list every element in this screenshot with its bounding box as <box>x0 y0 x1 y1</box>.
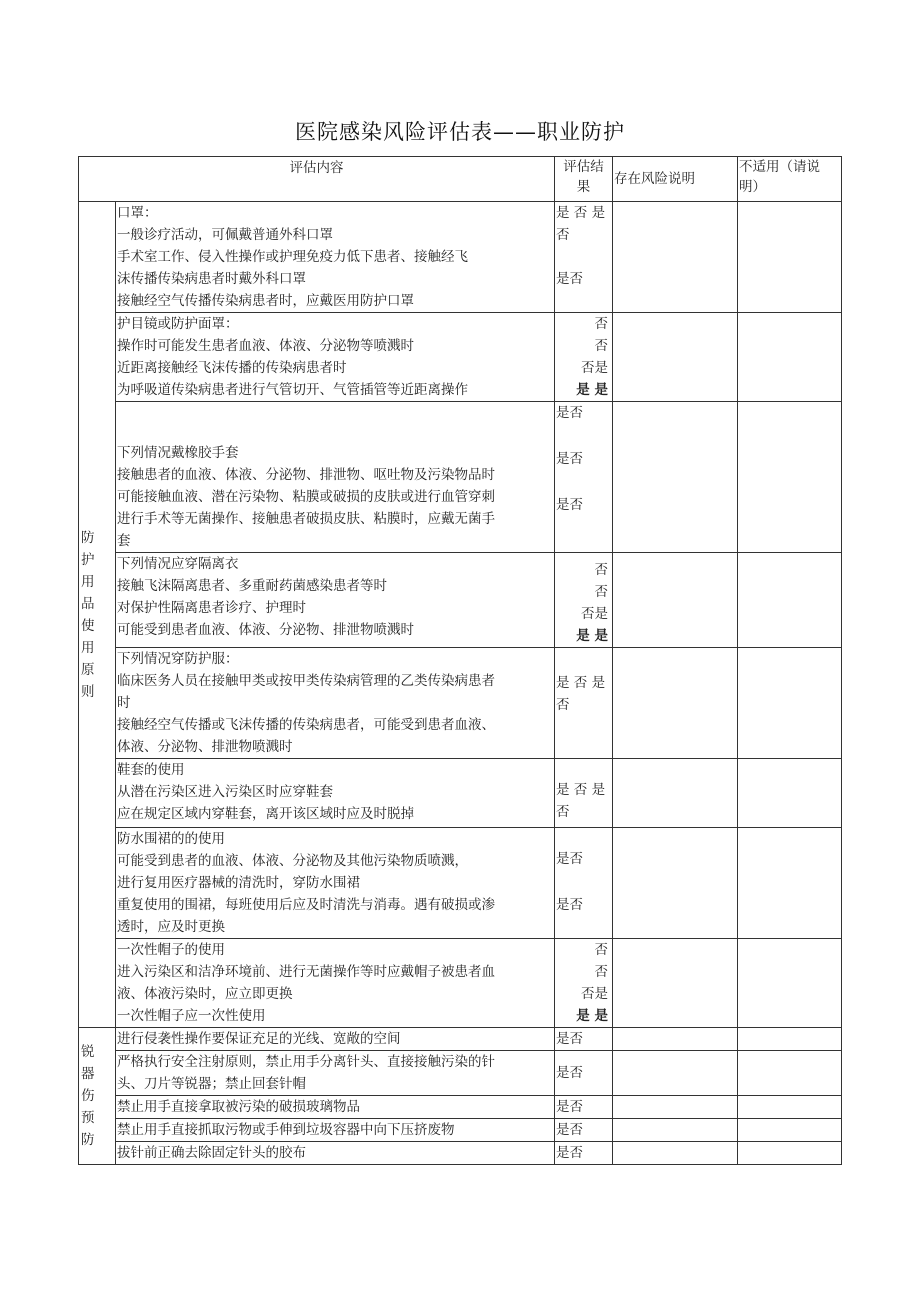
row-result: 是 否 是 否 是否 <box>555 202 613 313</box>
page-title: 医院感染风险评估表——职业防护 <box>295 120 625 144</box>
not-applicable-cell[interactable] <box>738 553 842 648</box>
not-applicable-cell[interactable] <box>738 828 842 939</box>
not-applicable-cell[interactable] <box>738 1142 842 1165</box>
risk-note-cell[interactable] <box>613 648 738 759</box>
row-content: 下列情况戴橡胶手套 接触患者的血液、体液、分泌物、排泄物、呕吐物及污染物品时 可能接触血液、潜在污染物、粘膜或破损的皮肤或进行血管穿刺 进行手术等无菌操作、接触患者破损皮肤、粘膜时，应戴无菌手 套 <box>116 402 555 553</box>
table-row <box>79 1119 842 1142</box>
table-row <box>79 1051 842 1096</box>
row-result: 否 否 否是 是 是 <box>555 313 613 402</box>
row-result: 是否 <box>555 1028 613 1051</box>
row-result: 是否 是否 是否 <box>555 402 613 553</box>
not-applicable-cell[interactable] <box>738 313 842 402</box>
risk-note-cell[interactable] <box>613 313 738 402</box>
row-content: 禁止用手直接抓取污物或手伸到垃圾容器中向下压挤废物 <box>116 1119 555 1142</box>
risk-note-cell[interactable] <box>613 553 738 648</box>
risk-note-cell[interactable] <box>613 402 738 553</box>
category-sharps: 锐器伤预防 <box>79 1028 116 1165</box>
not-applicable-cell[interactable] <box>738 648 842 759</box>
row-result: 是否 <box>555 1142 613 1165</box>
table-row <box>79 939 842 1028</box>
not-applicable-cell[interactable] <box>738 402 842 553</box>
table-row <box>79 202 842 313</box>
row-content: 严格执行安全注射原则，禁止用手分离针头、直接接触污染的针 头、刀片等锐器；禁止回套针帽 <box>116 1051 555 1096</box>
risk-note-cell[interactable] <box>613 939 738 1028</box>
header-result: 评估结 果 <box>555 157 613 202</box>
row-result: 否 否 否是 是 是 <box>555 553 613 648</box>
not-applicable-cell[interactable] <box>738 1096 842 1119</box>
risk-note-cell[interactable] <box>613 1142 738 1165</box>
risk-note-cell[interactable] <box>613 759 738 828</box>
risk-note-cell[interactable] <box>613 1051 738 1096</box>
not-applicable-cell[interactable] <box>738 1051 842 1096</box>
row-content: 鞋套的使用 从潜在污染区进入污染区时应穿鞋套 应在规定区域内穿鞋套，离开该区域时应及时脱掉 <box>116 759 555 828</box>
table-row <box>79 828 842 939</box>
not-applicable-cell[interactable] <box>738 939 842 1028</box>
row-result: 是否 是否 <box>555 828 613 939</box>
table-row <box>79 313 842 402</box>
row-result: 是否 <box>555 1119 613 1142</box>
not-applicable-cell[interactable] <box>738 759 842 828</box>
table-row <box>79 1142 842 1165</box>
header-content: 评估内容 <box>79 157 555 202</box>
row-content: 拔针前正确去除固定针头的胶布 <box>116 1142 555 1165</box>
table-row <box>79 553 842 648</box>
category-ppe: 防护用品使用原则 <box>79 202 116 1028</box>
row-content: 下列情况穿防护服： 临床医务人员在接触甲类或按甲类传染病管理的乙类传染病患者 时 接触经空气传播或飞沫传播的传染病患者，可能受到患者血液、 体液、分泌物、排泄物喷溅时 <box>116 648 555 759</box>
table-row <box>79 1028 842 1051</box>
row-result: 是否 <box>555 1051 613 1096</box>
risk-note-cell[interactable] <box>613 828 738 939</box>
table-row <box>79 1096 842 1119</box>
table-row <box>79 759 842 828</box>
row-content: 进行侵袭性操作要保证充足的光线、宽敞的空间 <box>116 1028 555 1051</box>
table-row <box>79 648 842 759</box>
risk-note-cell[interactable] <box>613 202 738 313</box>
risk-note-cell[interactable] <box>613 1028 738 1051</box>
table-header-row <box>79 157 842 202</box>
risk-note-cell[interactable] <box>613 1096 738 1119</box>
row-content: 禁止用手直接拿取被污染的破损玻璃物品 <box>116 1096 555 1119</box>
header-not-applicable: 不适用（请说 明） <box>738 157 842 202</box>
header-risk-note: 存在风险说明 <box>613 157 738 202</box>
not-applicable-cell[interactable] <box>738 202 842 313</box>
row-content: 防水围裙的的使用 可能受到患者的血液、体液、分泌物及其他污染物质喷溅， 进行复用医疗器械的清洗时，穿防水围裙 重复使用的围裙，每班使用后应及时清洗与消毒。遇有破损或渗 透时，应及时更换 <box>116 828 555 939</box>
row-result: 否 否 否是 是 是 <box>555 939 613 1028</box>
assessment-table <box>78 156 842 1165</box>
not-applicable-cell[interactable] <box>738 1119 842 1142</box>
row-content: 口罩： 一般诊疗活动，可佩戴普通外科口罩 手术室工作、侵入性操作或护理免疫力低下患者、接触经飞 沫传播传染病患者时戴外科口罩 接触经空气传播传染病患者时，应戴医用防护口罩 <box>116 202 555 313</box>
row-content: 护目镜或防护面罩： 操作时可能发生患者血液、体液、分泌物等喷溅时 近距离接触经飞沫传播的传染病患者时 为呼吸道传染病患者进行气管切开、气管插管等近距离操作 <box>116 313 555 402</box>
row-result: 是否 <box>555 1096 613 1119</box>
table-row <box>79 402 842 553</box>
risk-note-cell[interactable] <box>613 1119 738 1142</box>
not-applicable-cell[interactable] <box>738 1028 842 1051</box>
row-result: 是 否 是 否 <box>555 759 613 828</box>
row-result: 是 否 是 否 <box>555 648 613 759</box>
row-content: 下列情况应穿隔离衣 接触飞沫隔离患者、多重耐药菌感染患者等时 对保护性隔离患者诊疗、护理时 可能受到患者血液、体液、分泌物、排泄物喷溅时 <box>116 553 555 648</box>
row-content: 一次性帽子的使用 进入污染区和洁净环境前、进行无菌操作等时应戴帽子被患者血 液、体液污染时，应立即更换 一次性帽子应一次性使用 <box>116 939 555 1028</box>
